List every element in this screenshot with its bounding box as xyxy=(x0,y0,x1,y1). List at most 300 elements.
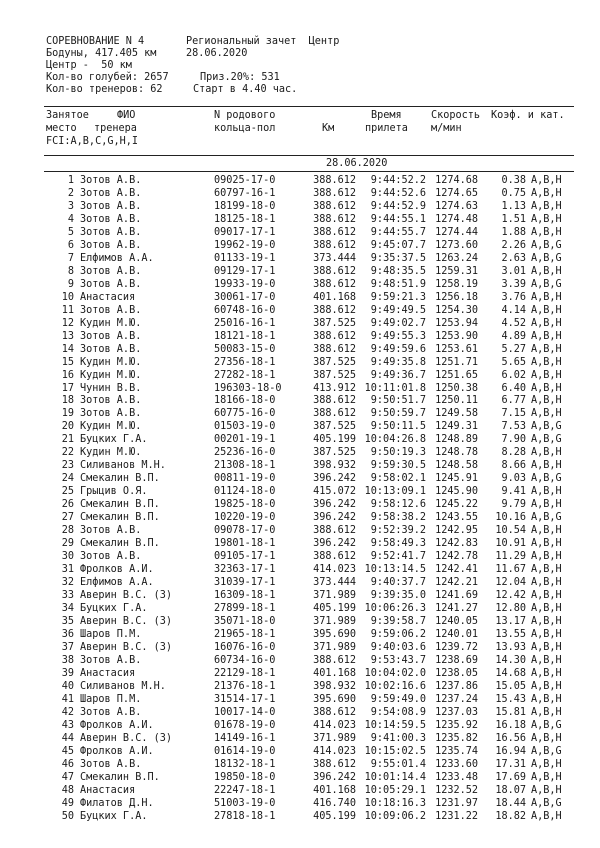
table-row xyxy=(0,213,600,226)
place-cell: 32 xyxy=(61,577,74,589)
speed-cell: 1237.03 xyxy=(435,706,478,718)
speed-cell: 1245.90 xyxy=(435,486,478,498)
category-cell: A,B,H xyxy=(531,175,562,186)
col-time-2: прилета xyxy=(365,123,408,134)
place-cell: 37 xyxy=(61,641,74,653)
ring-cell: 01503-19-0 xyxy=(214,421,276,433)
trainer-cell: Зотов А.В. xyxy=(80,239,142,251)
arrival-time-cell: 9:35:37.5 xyxy=(370,252,426,264)
trainer-cell: Зотов А.В. xyxy=(80,304,142,316)
coef-cell: 6.40 xyxy=(501,382,526,394)
ring-cell: 196303-18-0 xyxy=(214,382,282,394)
ring-cell: 01124-18-0 xyxy=(214,486,276,498)
table-row xyxy=(0,641,600,654)
distance-cell: 388.612 xyxy=(313,654,356,666)
ring-cell: 09078-17-0 xyxy=(214,525,276,537)
arrival-time-cell: 9:52:39.2 xyxy=(370,525,426,537)
speed-cell: 1251.71 xyxy=(435,356,478,368)
category-cell: A,B,H xyxy=(531,771,562,783)
distance-cell: 388.612 xyxy=(313,265,356,277)
coef-cell: 0.75 xyxy=(501,187,526,199)
speed-cell: 1240.01 xyxy=(435,628,478,640)
speed-cell: 1274.63 xyxy=(435,200,478,212)
speed-cell: 1256.18 xyxy=(435,291,478,303)
table-row xyxy=(0,446,600,459)
table-row xyxy=(0,693,600,706)
arrival-time-cell: 9:49:59.6 xyxy=(370,343,426,355)
distance-cell: 387.525 xyxy=(313,447,356,459)
col-speed-1: Скорость xyxy=(431,110,481,121)
place-cell: 6 xyxy=(67,239,74,251)
arrival-time-cell: 9:48:35.5 xyxy=(370,265,426,277)
place-cell: 1 xyxy=(67,175,74,186)
table-row xyxy=(0,330,600,343)
speed-cell: 1240.05 xyxy=(435,615,478,627)
distance-cell: 388.612 xyxy=(313,213,356,225)
table-row xyxy=(0,524,600,537)
table-row xyxy=(0,433,600,446)
table-row xyxy=(0,278,600,291)
ring-cell: 18121-18-1 xyxy=(214,330,276,342)
category-cell: A,B,H xyxy=(531,213,562,225)
trainer-cell: Фролков А.И. xyxy=(80,745,154,757)
table-row xyxy=(0,680,600,693)
distance-cell: 396.242 xyxy=(313,473,356,485)
distance-cell: 371.989 xyxy=(313,590,356,602)
ring-cell: 00201-19-1 xyxy=(214,434,276,446)
coef-cell: 18.07 xyxy=(495,784,526,796)
trainer-cell: Зотов А.В. xyxy=(80,525,142,537)
place-cell: 39 xyxy=(61,667,74,679)
distance-cell: 395.690 xyxy=(313,693,356,705)
trainer-cell: Фролков А.И. xyxy=(80,719,154,731)
coef-cell: 17.69 xyxy=(495,771,526,783)
pigeon-count: Кол-во голубей: 2657 xyxy=(46,72,169,83)
coef-cell: 12.42 xyxy=(495,590,526,602)
arrival-time-cell: 10:02:16.6 xyxy=(364,680,426,692)
category-cell: A,B,H xyxy=(531,408,562,420)
race-date: 28.06.2020 xyxy=(186,48,248,59)
category-cell: A,B,H xyxy=(531,486,562,498)
category-cell: A,B,H xyxy=(531,291,562,303)
col-fio-2: тренера xyxy=(94,123,137,134)
table-row xyxy=(0,394,600,407)
coef-cell: 10.54 xyxy=(495,525,526,537)
ring-cell: 35071-18-0 xyxy=(214,615,276,627)
place-cell: 47 xyxy=(61,771,74,783)
category-cell: A,B,H xyxy=(531,628,562,640)
category-cell: A,B,G xyxy=(531,797,562,809)
arrival-time-cell: 10:01:14.4 xyxy=(364,771,426,783)
ring-cell: 09105-17-1 xyxy=(214,551,276,563)
arrival-time-cell: 9:50:19.3 xyxy=(370,447,426,459)
speed-cell: 1250.38 xyxy=(435,382,478,394)
coef-cell: 7.53 xyxy=(501,421,526,433)
table-row xyxy=(0,563,600,576)
speed-cell: 1231.97 xyxy=(435,797,478,809)
category-cell: A,B,H xyxy=(531,265,562,277)
ring-cell: 27899-18-1 xyxy=(214,603,276,614)
arrival-time-cell: 9:59:49.0 xyxy=(370,693,426,705)
distance-cell: 388.612 xyxy=(313,706,356,718)
distance-cell: 373.444 xyxy=(313,252,356,264)
arrival-time-cell: 9:49:35.8 xyxy=(370,356,426,368)
coef-cell: 13.17 xyxy=(495,615,526,627)
coef-cell: 10.16 xyxy=(495,512,526,524)
ring-cell: 19801-18-1 xyxy=(214,538,276,550)
coef-cell: 11.67 xyxy=(495,564,526,576)
ring-cell: 21376-18-1 xyxy=(214,680,276,692)
table-row xyxy=(0,472,600,485)
trainer-count: Кол-во тренеров: 62 xyxy=(46,84,163,95)
ring-cell: 18125-18-1 xyxy=(214,213,276,225)
ring-cell: 10220-19-0 xyxy=(214,512,276,524)
distance-cell: 405.199 xyxy=(313,603,356,614)
speed-cell: 1273.60 xyxy=(435,239,478,251)
header-rule-bottom xyxy=(44,171,574,172)
trainer-cell: Аверин В.С. (З) xyxy=(80,641,173,653)
place-cell: 20 xyxy=(61,421,74,433)
table-row xyxy=(0,537,600,550)
arrival-time-cell: 10:18:16.3 xyxy=(364,797,426,809)
table-row xyxy=(0,654,600,667)
table-row xyxy=(0,265,600,278)
ring-cell: 60797-16-1 xyxy=(214,187,276,199)
category-cell: A,B,H xyxy=(531,369,562,381)
speed-cell: 1274.65 xyxy=(435,187,478,199)
trainer-cell: Смекалин В.П. xyxy=(80,512,160,524)
arrival-time-cell: 10:11:01.8 xyxy=(364,382,426,394)
speed-cell: 1245.22 xyxy=(435,499,478,511)
category-cell: A,B,H xyxy=(531,551,562,563)
trainer-cell: Кудин М.Ю. xyxy=(80,356,142,368)
speed-cell: 1241.27 xyxy=(435,603,478,614)
arrival-time-cell: 10:04:02.0 xyxy=(364,667,426,679)
distance-cell: 396.242 xyxy=(313,771,356,783)
distance-cell: 388.612 xyxy=(313,330,356,342)
arrival-time-cell: 9:44:52.6 xyxy=(370,187,426,199)
arrival-time-cell: 9:59:06.2 xyxy=(370,628,426,640)
speed-cell: 1242.78 xyxy=(435,551,478,563)
place-cell: 3 xyxy=(67,200,74,212)
category-cell: A,B,G xyxy=(531,512,562,524)
ring-cell: 09025-17-0 xyxy=(214,175,276,186)
ring-cell: 21965-18-1 xyxy=(214,628,276,640)
place-cell: 25 xyxy=(61,486,74,498)
header-rule-mid xyxy=(44,155,574,156)
distance-cell: 388.612 xyxy=(313,758,356,770)
coef-cell: 7.90 xyxy=(501,434,526,446)
coef-cell: 16.94 xyxy=(495,745,526,757)
ring-cell: 00811-19-0 xyxy=(214,473,276,485)
ring-cell: 18199-18-0 xyxy=(214,200,276,212)
distance-cell: 401.168 xyxy=(313,784,356,796)
col-ring-2: кольца-пол xyxy=(214,123,276,134)
category-cell: A,B,G xyxy=(531,239,562,251)
place-cell: 44 xyxy=(61,732,74,744)
category-cell: A,B,H xyxy=(531,641,562,653)
distance-cell: 388.612 xyxy=(313,278,356,290)
trainer-cell: Смекалин В.П. xyxy=(80,499,160,511)
arrival-time-cell: 9:58:49.3 xyxy=(370,538,426,550)
regional-title: Региональный зачет Центр xyxy=(186,36,340,47)
coef-cell: 11.29 xyxy=(495,551,526,563)
table-row xyxy=(0,706,600,719)
prize-count: Приз.20%: 531 xyxy=(200,72,280,83)
trainer-cell: Смекалин В.П. xyxy=(80,771,160,783)
ring-cell: 31039-17-1 xyxy=(214,577,276,589)
speed-cell: 1235.82 xyxy=(435,732,478,744)
place-cell: 9 xyxy=(67,278,74,290)
arrival-time-cell: 10:06:26.3 xyxy=(364,603,426,614)
arrival-time-cell: 9:40:37.7 xyxy=(370,577,426,589)
arrival-time-cell: 9:45:07.7 xyxy=(370,239,426,251)
ring-cell: 27356-18-1 xyxy=(214,356,276,368)
distance-cell: 405.199 xyxy=(313,434,356,446)
arrival-time-cell: 9:55:01.4 xyxy=(370,758,426,770)
coef-cell: 0.38 xyxy=(501,175,526,186)
distance-cell: 398.932 xyxy=(313,460,356,472)
ring-cell: 19933-19-0 xyxy=(214,278,276,290)
col-km: Км xyxy=(322,123,335,134)
trainer-cell: Буцких Г.А. xyxy=(80,434,148,446)
distance-cell: 388.612 xyxy=(313,408,356,420)
table-row xyxy=(0,511,600,524)
arrival-time-cell: 9:44:52.2 xyxy=(370,175,426,186)
coef-cell: 6.02 xyxy=(501,369,526,381)
coef-cell: 2.63 xyxy=(501,252,526,264)
speed-cell: 1248.89 xyxy=(435,434,478,446)
table-row xyxy=(0,797,600,810)
distance-cell: 401.168 xyxy=(313,291,356,303)
ring-cell: 27282-18-1 xyxy=(214,369,276,381)
speed-cell: 1242.21 xyxy=(435,577,478,589)
arrival-time-cell: 9:53:43.7 xyxy=(370,654,426,666)
ring-cell: 19850-18-0 xyxy=(214,771,276,783)
coef-cell: 1.51 xyxy=(501,213,526,225)
speed-cell: 1237.24 xyxy=(435,693,478,705)
coef-cell: 14.30 xyxy=(495,654,526,666)
distance-cell: 405.199 xyxy=(313,810,356,822)
category-cell: A,B,H xyxy=(531,525,562,537)
arrival-time-cell: 9:50:51.7 xyxy=(370,395,426,407)
coef-cell: 12.80 xyxy=(495,603,526,614)
place-cell: 31 xyxy=(61,564,74,576)
place-cell: 12 xyxy=(61,317,74,329)
col-coef: Коэф. и кат. xyxy=(491,110,565,121)
ring-cell: 31514-17-1 xyxy=(214,693,276,705)
distance-cell: 414.023 xyxy=(313,745,356,757)
table-row xyxy=(0,356,600,369)
place-cell: 46 xyxy=(61,758,74,770)
trainer-cell: Силиванов М.Н. xyxy=(80,460,166,472)
trainer-cell: Зотов А.В. xyxy=(80,395,142,407)
place-cell: 42 xyxy=(61,706,74,718)
arrival-time-cell: 10:09:06.2 xyxy=(364,810,426,822)
coef-cell: 3.01 xyxy=(501,265,526,277)
place-cell: 18 xyxy=(61,395,74,407)
place-cell: 16 xyxy=(61,369,74,381)
place-cell: 34 xyxy=(61,603,74,614)
distance-cell: 371.989 xyxy=(313,732,356,744)
trainer-cell: Аверин В.С. (З) xyxy=(80,615,173,627)
arrival-time-cell: 9:58:12.6 xyxy=(370,499,426,511)
category-cell: A,B,H xyxy=(531,226,562,238)
place-cell: 21 xyxy=(61,434,74,446)
ring-cell: 16076-16-0 xyxy=(214,641,276,653)
arrival-time-cell: 10:13:09.1 xyxy=(364,486,426,498)
category-cell: A,B,H xyxy=(531,654,562,666)
col-speed-2: м/мин xyxy=(431,123,462,134)
section-date: 28.06.2020 xyxy=(326,158,388,169)
trainer-cell: Зотов А.В. xyxy=(80,551,142,563)
trainer-cell: Зотов А.В. xyxy=(80,654,142,666)
header-rule-top xyxy=(44,106,574,107)
trainer-cell: Силиванов М.Н. xyxy=(80,680,166,692)
place-cell: 15 xyxy=(61,356,74,368)
col-ring-1: N родового xyxy=(214,110,276,121)
table-row xyxy=(0,550,600,563)
trainer-cell: Зотов А.В. xyxy=(80,278,142,290)
coef-cell: 9.41 xyxy=(501,486,526,498)
ring-cell: 50083-15-0 xyxy=(214,343,276,355)
arrival-time-cell: 10:14:59.5 xyxy=(364,719,426,731)
place-cell: 11 xyxy=(61,304,74,316)
ring-cell: 21308-18-1 xyxy=(214,460,276,472)
table-row xyxy=(0,187,600,200)
table-row xyxy=(0,745,600,758)
place-cell: 36 xyxy=(61,628,74,640)
ring-cell: 01678-19-0 xyxy=(214,719,276,731)
trainer-cell: Фролков А.И. xyxy=(80,564,154,576)
trainer-cell: Буцких Г.А. xyxy=(80,603,148,614)
speed-cell: 1248.58 xyxy=(435,460,478,472)
ring-cell: 60775-16-0 xyxy=(214,408,276,420)
coef-cell: 3.76 xyxy=(501,291,526,303)
category-cell: A,B,H xyxy=(531,460,562,472)
table-row xyxy=(0,628,600,641)
speed-cell: 1250.11 xyxy=(435,395,478,407)
trainer-cell: Шаров П.М. xyxy=(80,628,142,640)
trainer-cell: Анастасия xyxy=(80,784,136,796)
table-row xyxy=(0,407,600,420)
speed-cell: 1238.05 xyxy=(435,667,478,679)
distance-cell: 387.525 xyxy=(313,421,356,433)
trainer-cell: Кудин М.Ю. xyxy=(80,421,142,433)
distance-cell: 388.612 xyxy=(313,343,356,355)
speed-cell: 1263.24 xyxy=(435,252,478,264)
table-row xyxy=(0,615,600,628)
arrival-time-cell: 10:05:29.1 xyxy=(364,784,426,796)
table-row xyxy=(0,576,600,589)
ring-cell: 18166-18-0 xyxy=(214,395,276,407)
category-cell: A,B,H xyxy=(531,706,562,718)
speed-cell: 1249.31 xyxy=(435,421,478,433)
distance-cell: 401.168 xyxy=(313,667,356,679)
category-cell: A,B,H xyxy=(531,447,562,459)
arrival-time-cell: 9:44:55.1 xyxy=(370,213,426,225)
category-cell: A,B,G xyxy=(531,745,562,757)
ring-cell: 19825-18-0 xyxy=(214,499,276,511)
arrival-time-cell: 9:59:21.3 xyxy=(370,291,426,303)
category-cell: A,B,H xyxy=(531,499,562,511)
coef-cell: 5.27 xyxy=(501,343,526,355)
distance-cell: 396.242 xyxy=(313,512,356,524)
table-row xyxy=(0,485,600,498)
distance-cell: 387.525 xyxy=(313,317,356,329)
trainer-cell: Зотов А.В. xyxy=(80,343,142,355)
coef-cell: 15.05 xyxy=(495,680,526,692)
coef-cell: 4.52 xyxy=(501,317,526,329)
table-row xyxy=(0,667,600,680)
speed-cell: 1259.31 xyxy=(435,265,478,277)
category-cell: A,B,G xyxy=(531,473,562,485)
trainer-cell: Зотов А.В. xyxy=(80,408,142,420)
center-radius: Центр - 50 км xyxy=(46,60,132,71)
ring-cell: 22247-18-1 xyxy=(214,784,276,796)
ring-cell: 16309-18-1 xyxy=(214,590,276,602)
arrival-time-cell: 9:49:49.5 xyxy=(370,304,426,316)
place-cell: 19 xyxy=(61,408,74,420)
ring-cell: 22129-18-1 xyxy=(214,667,276,679)
distance-cell: 388.612 xyxy=(313,200,356,212)
distance-cell: 388.612 xyxy=(313,395,356,407)
distance-cell: 388.612 xyxy=(313,239,356,251)
coef-cell: 18.44 xyxy=(495,797,526,809)
speed-cell: 1258.19 xyxy=(435,278,478,290)
col-fio-1: ФИО xyxy=(117,110,136,121)
table-row xyxy=(0,771,600,784)
speed-cell: 1235.74 xyxy=(435,745,478,757)
category-cell: A,B,H xyxy=(531,732,562,744)
ring-cell: 60734-16-0 xyxy=(214,654,276,666)
place-cell: 8 xyxy=(67,265,74,277)
coef-cell: 13.55 xyxy=(495,628,526,640)
arrival-time-cell: 9:54:08.9 xyxy=(370,706,426,718)
ring-cell: 01614-19-0 xyxy=(214,745,276,757)
coef-cell: 4.14 xyxy=(501,304,526,316)
release-point: Бодуны, 417.405 км xyxy=(46,48,157,59)
coef-cell: 13.93 xyxy=(495,641,526,653)
arrival-time-cell: 9:44:52.9 xyxy=(370,200,426,212)
category-cell: A,B,H xyxy=(531,564,562,576)
trainer-cell: Чунин В.В. xyxy=(80,382,142,394)
arrival-time-cell: 9:40:03.6 xyxy=(370,641,426,653)
speed-cell: 1274.68 xyxy=(435,175,478,186)
ring-cell: 09129-17-1 xyxy=(214,265,276,277)
table-row xyxy=(0,291,600,304)
ring-cell: 09017-17-1 xyxy=(214,226,276,238)
trainer-cell: Кудин М.Ю. xyxy=(80,369,142,381)
distance-cell: 388.612 xyxy=(313,525,356,537)
ring-cell: 32363-17-1 xyxy=(214,564,276,576)
place-cell: 27 xyxy=(61,512,74,524)
speed-cell: 1253.61 xyxy=(435,343,478,355)
ring-cell: 10017-14-0 xyxy=(214,706,276,718)
speed-cell: 1239.72 xyxy=(435,641,478,653)
distance-cell: 388.612 xyxy=(313,187,356,199)
category-cell: A,B,H xyxy=(531,590,562,602)
ring-cell: 18132-18-1 xyxy=(214,758,276,770)
trainer-cell: Буцких Г.А. xyxy=(80,810,148,822)
ring-cell: 27818-18-1 xyxy=(214,810,276,822)
trainer-cell: Шаров П.М. xyxy=(80,693,142,705)
place-cell: 28 xyxy=(61,525,74,537)
trainer-cell: Зотов А.В. xyxy=(80,758,142,770)
speed-cell: 1242.95 xyxy=(435,525,478,537)
coef-cell: 16.18 xyxy=(495,719,526,731)
place-cell: 5 xyxy=(67,226,74,238)
